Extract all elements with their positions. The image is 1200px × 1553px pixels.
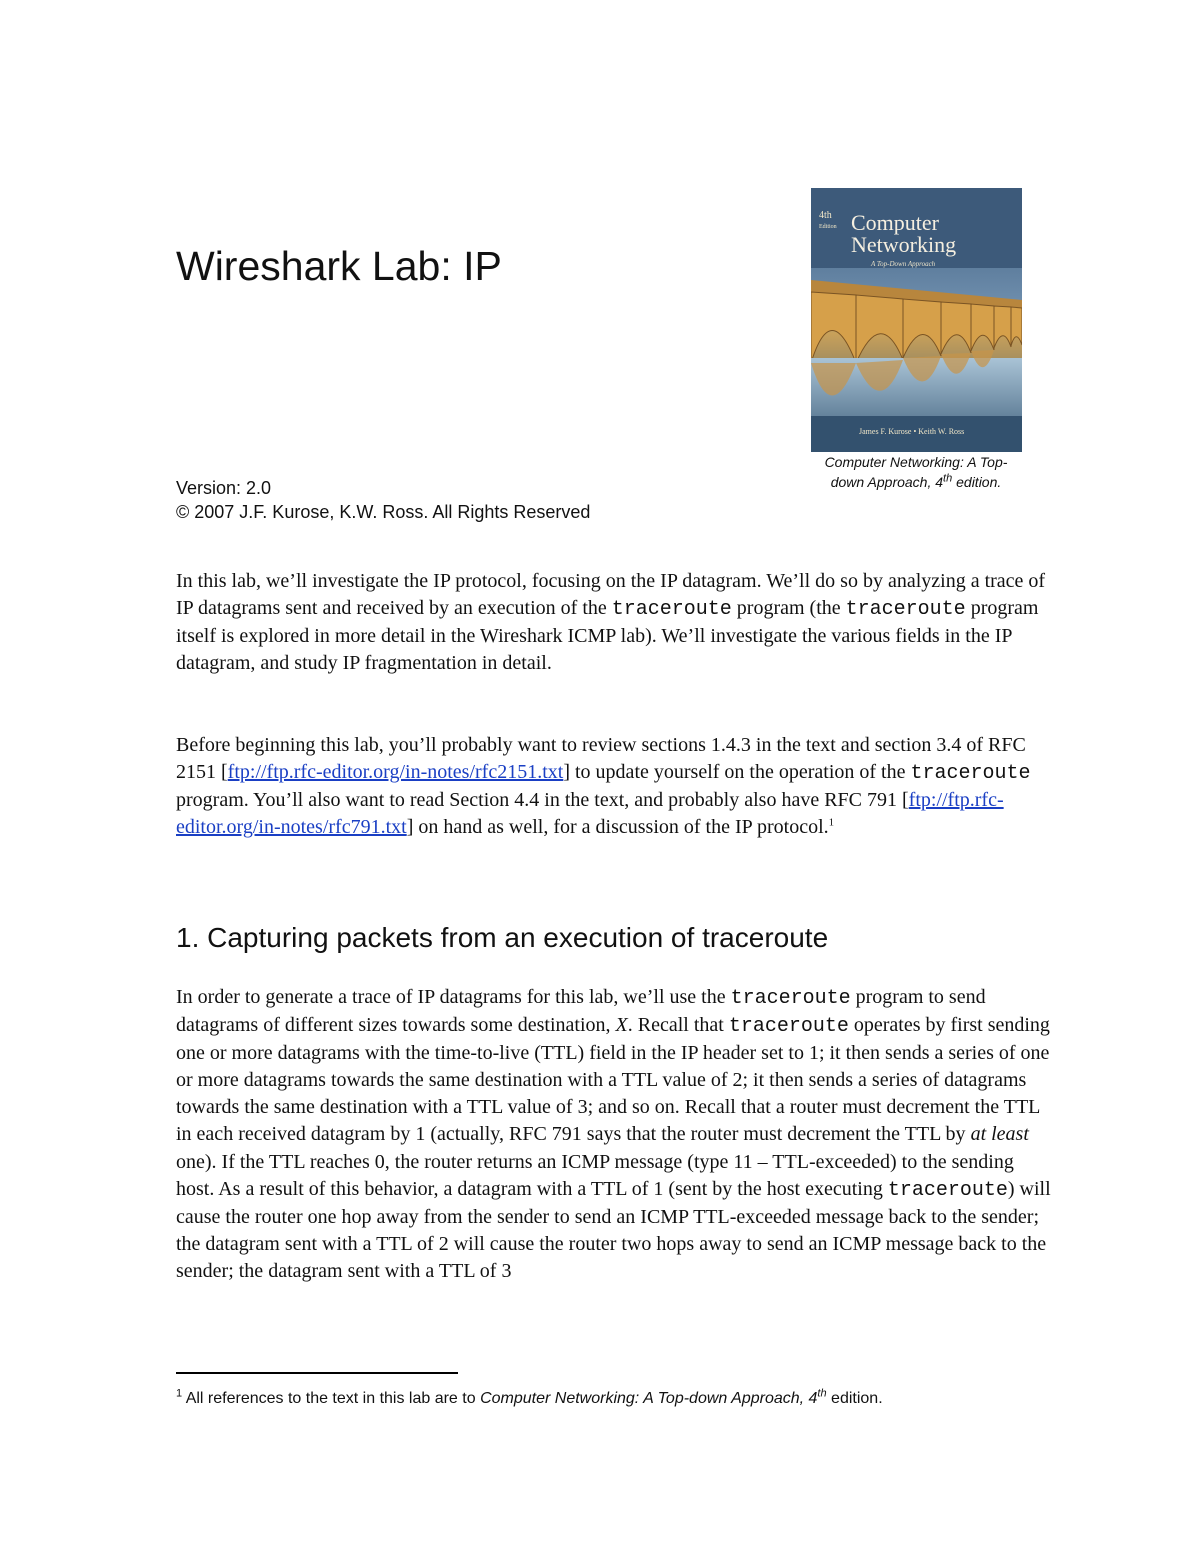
cover-title-line2: Networking (851, 232, 957, 257)
cover-title-line1: Computer (851, 210, 939, 235)
code-traceroute: traceroute (728, 1015, 849, 1039)
section-paragraph: In order to generate a trace of IP datagrams for this lab, we’ll use the traceroute program to send datagrams of different sizes towards some destination, X. Recall that traceroute operates by first sending one or more datagrams with the time-to-live (TTL) field in the IP header set to 1; it then sends a series of one or more datagrams towards the same destination with a TTL value of 2; it then sends a series of datagrams towards the same destination with a TTL value of 3; and so on. Recall that a router must decrement the TTL in each received datagram by 1 (actually, RFC 791 says that the router must decrement the TTL by at least one). If the TTL reaches 0, the router returns an ICMP message (type 11 – TTL-exceeded) to the sending host. As a result of this behavior, a datagram with a TTL of 1 (sent by the host executing traceroute) will cause the router one hop away from the sender to send an ICMP TTL-exceeded message back to the sender; the datagram sent with a TTL of 2 will cause the router two hops away to send an ICMP message back to the sender; the datagram sent with a TTL of 3 (176, 986, 1051, 1282)
cover-authors: James F. Kurose • Keith W. Ross (859, 427, 965, 436)
variable-x: X (615, 1014, 628, 1037)
rfc791-link[interactable]: ftp://ftp.rfc-editor.org/in-notes/rfc791.txt (176, 789, 1004, 839)
book-cover-image (811, 188, 1022, 452)
code-traceroute: traceroute (730, 987, 851, 1010)
page-title: Wireshark Lab: IP (176, 243, 502, 289)
version-text: Version: 2.0 (176, 478, 272, 498)
copyright-text: © 2007 J.F. Kurose, K.W. Ross. All Rights Reserved (176, 502, 591, 522)
footnote-divider (176, 1372, 458, 1374)
code-traceroute: traceroute (611, 598, 732, 622)
footnote-marker: 1 (828, 816, 835, 829)
footnote: $^1$ All references to the text in this lab are to Computer Networking: A Top-down Approach, 4th edition. (176, 1387, 883, 1407)
intro-paragraph: In this lab, we’ll investigate the IP protocol, focusing on the IP datagram. We’ll do so by analyzing a trace of IP datagrams sent and received by an execution of the traceroute program (the traceroute program itself is explored in more detail in the Wireshark ICMP lab). We’ll investigate the various fields in the IP datagram, and study IP fragmentation in detail. (176, 570, 1046, 675)
cover-subtitle: A Top-Down Approach (871, 260, 936, 268)
section-heading: 1. Capturing packets from an execution of traceroute (176, 922, 829, 953)
version-block (176, 476, 590, 524)
code-traceroute: traceroute (910, 762, 1031, 786)
emphasis-at-least: at least (970, 1123, 1029, 1146)
code-traceroute: traceroute (845, 598, 966, 622)
rfc2151-link[interactable]: ftp://ftp.rfc-editor.org/in-notes/rfc2151.txt (227, 761, 564, 784)
prereading-paragraph: Before beginning this lab, you’ll probably want to review sections 1.4.3 in the text and section 3.4 of RFC 2151 [ftp://ftp.rfc-editor.org/in-notes/rfc2151.txt] to update yourself on the operation of the traceroute program. You’ll also want to read Section 4.4 in the text, and probably also have RFC 791 [ftp://ftp.rfc-editor.org/in-notes/rfc791.txt] on hand as well, for a discussion of the IP protocol.$^1$ (176, 734, 1031, 839)
caption-line-1: Computer Networking: A Top- (824, 454, 1008, 470)
code-traceroute: traceroute (887, 1178, 1008, 1202)
cover-edition-sub: Edition (819, 224, 837, 230)
book-cover-art (811, 188, 1022, 452)
cover-caption (800, 452, 1032, 492)
cover-edition: 4th (819, 210, 832, 221)
caption-line-2: down Approach, 4th edition. (830, 472, 1002, 490)
